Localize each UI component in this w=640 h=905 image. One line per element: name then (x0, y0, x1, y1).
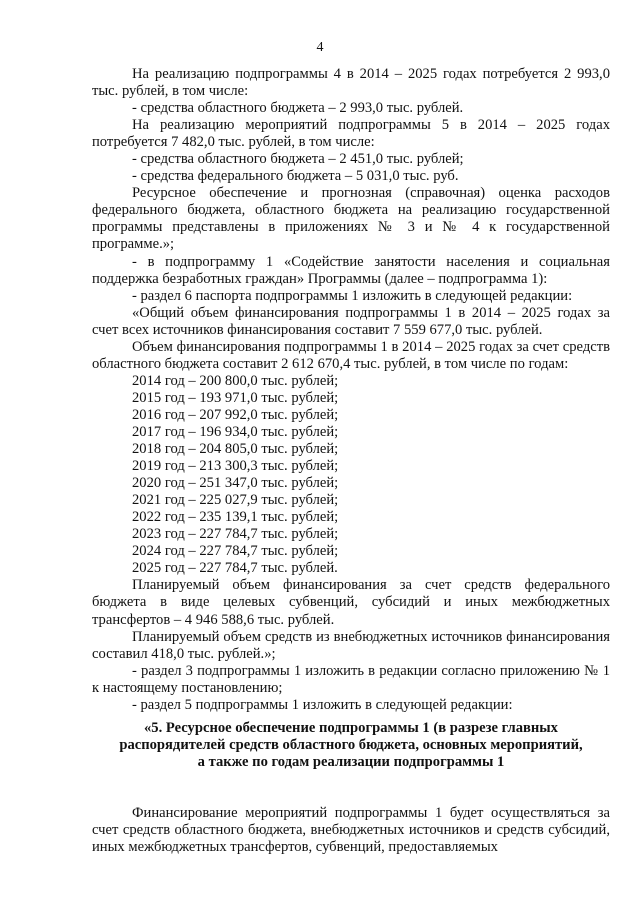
paragraphs-middle (92, 577, 610, 713)
paragraphs-top (92, 66, 610, 373)
year-funding-line: 2018 год – 204 805,0 тыс. рублей; (132, 441, 339, 458)
document-body (92, 66, 610, 856)
paragraph: - раздел 5 подпрограммы 1 изложить в следующей редакции: (132, 696, 513, 713)
paragraph: - раздел 6 паспорта подпрограммы 1 изложить в следующей редакции: (132, 287, 573, 304)
page-number: 4 (316, 40, 324, 55)
year-funding-line: 2016 год – 207 992,0 тыс. рублей; (132, 406, 339, 423)
paragraph: На реализацию мероприятий подпрограммы 5 в 2014 – 2025 годах потребуется 7 482,0 тыс. рублей, в том числе: (92, 117, 610, 151)
paragraph: Планируемый объем финансирования за счет средств федерального бюджета в виде целевых субвенций, субсидий и иных межбюджетных трансфертов – 4 946 588,6 тыс. рублей. (92, 577, 610, 628)
paragraph: Объем финансирования подпрограммы 1 в 2014 – 2025 годах за счет средств областного бюджета составит 2 612 670,4 тыс. рублей, в том числе по годам: (92, 338, 610, 372)
year-funding-line: 2015 год – 193 971,0 тыс. рублей; (132, 389, 339, 406)
year-list (92, 373, 610, 578)
paragraph: - средства федерального бюджета – 5 031,0 тыс. руб. (132, 168, 459, 185)
paragraph: - средства областного бюджета – 2 993,0 тыс. рублей. (132, 100, 464, 117)
heading-line: распорядителей средств областного бюджета, основных мероприятий, (119, 736, 583, 753)
section-heading (92, 720, 610, 771)
year-funding-line: 2014 год – 200 800,0 тыс. рублей; (132, 372, 339, 389)
paragraphs-bottom (92, 805, 610, 856)
paragraph: Планируемый объем средств из внебюджетных источников финансирования составил 418,0 тыс. рублей.»; (92, 628, 610, 662)
paragraph: - в подпрограмму 1 «Содействие занятости населения и социальная поддержка безработных граждан» Программы (далее – подпрограмма 1): (92, 253, 610, 287)
year-funding-line: 2022 год – 235 139,1 тыс. рублей; (132, 509, 339, 526)
paragraph: - средства областного бюджета – 2 451,0 тыс. рублей; (132, 151, 464, 168)
paragraph: Финансирование мероприятий подпрограммы 1 будет осуществляться за счет средств областного бюджета, внебюджетных источников и средств субсидий, иных межбюджетных трансфертов, субвенций, предоставляемых (92, 804, 610, 856)
year-funding-line: 2021 год – 225 027,9 тыс. рублей; (132, 492, 339, 509)
year-funding-line: 2020 год – 251 347,0 тыс. рублей; (132, 475, 339, 492)
paragraph: «Общий объем финансирования подпрограммы 1 в 2014 – 2025 годах за счет всех источников финансирования составит 7 559 677,0 тыс. рублей. (92, 304, 610, 338)
year-funding-line: 2017 год – 196 934,0 тыс. рублей; (132, 423, 339, 440)
paragraph: - раздел 3 подпрограммы 1 изложить в редакции согласно приложению № 1 к настоящему постановлению; (92, 662, 610, 696)
heading-line: а также по годам реализации подпрограммы 1 (197, 753, 505, 770)
year-funding-line: 2025 год – 227 784,7 тыс. рублей. (132, 560, 338, 577)
year-funding-line: 2024 год – 227 784,7 тыс. рублей; (132, 543, 339, 560)
paragraph: На реализацию подпрограммы 4 в 2014 – 2025 годах потребуется 2 993,0 тыс. рублей, в том числе: (92, 66, 610, 100)
year-funding-line: 2023 год – 227 784,7 тыс. рублей; (132, 526, 339, 543)
year-funding-line: 2019 год – 213 300,3 тыс. рублей; (132, 458, 339, 475)
heading-line: «5. Ресурсное обеспечение подпрограммы 1 (в разрезе главных (144, 719, 558, 736)
paragraph: Ресурсное обеспечение и прогнозная (справочная) оценка расходов федерального бюджета, областного бюджета на реализацию государственной программы представлены в приложениях № 3 и № 4 к государственной программе.»; (92, 185, 610, 253)
